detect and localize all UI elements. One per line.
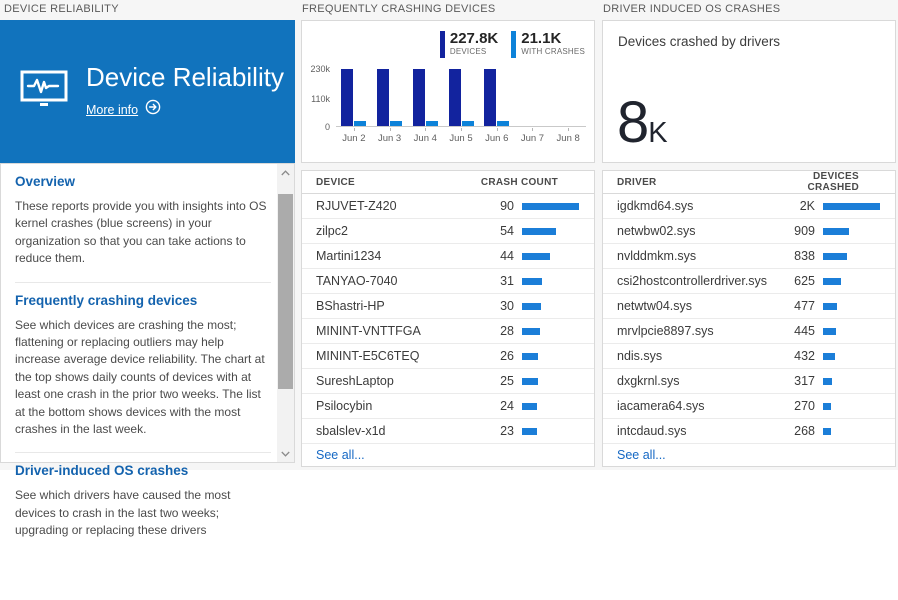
tile-title: Device Reliability: [86, 61, 284, 92]
crashing-devices-table: [301, 170, 595, 467]
row-bar-track: [522, 253, 584, 260]
legend-with-crashes-marker: [511, 31, 516, 58]
row-bar-track: [522, 203, 584, 210]
row-value: 909: [794, 224, 815, 238]
row-label: iacamera64.sys: [617, 399, 705, 413]
row-label: Psilocybin: [316, 399, 373, 413]
see-all-row: [302, 444, 594, 466]
x-tick-label: Jun 6: [479, 128, 515, 144]
section-heading: Driver-induced OS crashes: [15, 463, 189, 479]
row-bar-track: [522, 378, 584, 385]
row-label: dxgkrnl.sys: [617, 374, 680, 388]
table-row[interactable]: [302, 194, 594, 219]
table-row[interactable]: [302, 344, 594, 369]
chart-y-axis: [308, 64, 332, 132]
row-value-bar: [522, 353, 538, 360]
row-value: 838: [794, 249, 815, 263]
table-row[interactable]: [603, 244, 895, 269]
stat-devices-value: 227.8K: [449, 30, 499, 47]
row-label: intcdaud.sys: [617, 424, 687, 438]
row-label: MININT-VNTTFGA: [316, 324, 421, 338]
chart-plot-area: [336, 69, 586, 127]
column-header-driver-crashes: DRIVER INDUCED OS CRASHES: [603, 3, 781, 15]
legend-devices-marker: [440, 31, 445, 58]
row-label: RJUVET-Z420: [316, 199, 397, 213]
row-value: 477: [794, 299, 815, 313]
row-value-bar: [522, 203, 579, 210]
row-label: zilpc2: [316, 224, 348, 238]
row-value-bar: [823, 378, 832, 385]
bar-group-jun-7: [515, 69, 551, 126]
section-heading: Frequently crashing devices: [15, 292, 198, 308]
table-row[interactable]: [603, 269, 895, 294]
table-row[interactable]: [302, 294, 594, 319]
bar-group-jun-8: [550, 69, 586, 126]
row-bar-track: [522, 428, 584, 435]
row-label: sbalslev-x1d: [316, 424, 386, 438]
row-value: 26: [500, 349, 514, 363]
section-body: See which devices are crashing the most; flattening or replacing outliers may help increase average device reliability. The chart at the top shows daily counts of devices with at least one crash in the prior two weeks. The list at the bottom shows devices with the most crashes in the last week.: [15, 317, 265, 436]
table-row[interactable]: [302, 319, 594, 344]
row-value-bar: [522, 378, 538, 385]
y-tick-label: 230k: [310, 64, 330, 74]
arrow-circle-icon[interactable]: [145, 99, 161, 120]
see-all-devices-link[interactable]: See all...: [316, 448, 365, 462]
chart-legend: [440, 31, 585, 58]
table-row[interactable]: [302, 419, 594, 444]
row-value-bar: [522, 278, 542, 285]
row-value-bar: [823, 278, 841, 285]
row-value: 268: [794, 424, 815, 438]
table-row[interactable]: [302, 369, 594, 394]
row-bar-track: [823, 403, 885, 410]
section-overview: [15, 164, 271, 283]
row-value: 90: [500, 199, 514, 213]
stat-with-crashes-value: 21.1K: [521, 30, 562, 47]
row-value: 25: [500, 374, 514, 388]
row-bar-track: [823, 378, 885, 385]
section-body: See which drivers have caused the most devices to crash in the last two weeks; upgrading or replacing these drivers: [15, 488, 231, 538]
row-value-bar: [823, 353, 835, 360]
column-header-device: DEVICE: [316, 176, 356, 188]
devices-crashed-summary-card: [602, 20, 896, 163]
summary-label: Devices crashed by drivers: [618, 34, 781, 49]
row-label: TANYAO-7040: [316, 274, 398, 288]
row-bar-track: [823, 328, 885, 335]
scroll-down-icon[interactable]: [277, 445, 294, 462]
row-label: Martini1234: [316, 249, 382, 263]
row-label: igdkmd64.sys: [617, 199, 694, 213]
row-value: 445: [794, 324, 815, 338]
row-bar-track: [522, 303, 584, 310]
table-row[interactable]: [603, 394, 895, 419]
row-bar-track: [823, 353, 885, 360]
row-label: netwtw04.sys: [617, 299, 693, 313]
reliability-info-panel: [0, 163, 295, 538]
x-tick-label: Jun 5: [443, 128, 479, 144]
row-bar-track: [522, 228, 584, 235]
row-value-bar: [522, 403, 537, 410]
row-bar-track: [823, 253, 885, 260]
row-value: 31: [500, 274, 514, 288]
row-label: mrvlpcie8897.sys: [617, 324, 714, 338]
row-bar-track: [522, 328, 584, 335]
legend-devices: [440, 31, 498, 58]
table-row[interactable]: [603, 319, 895, 344]
section-body: These reports provide you with insights into OS kernel crashes (blue screens) in your organization so that you can take actions to reduce them.: [15, 199, 267, 266]
vertical-scrollbar[interactable]: [277, 164, 294, 462]
row-value: 24: [500, 399, 514, 413]
see-all-row: [603, 444, 895, 466]
table-row[interactable]: [603, 294, 895, 319]
x-tick-label: Jun 2: [336, 128, 372, 144]
table-row[interactable]: [302, 219, 594, 244]
device-reliability-tile[interactable]: [0, 20, 295, 163]
y-tick-label: 110k: [311, 94, 330, 105]
crash-trend-chart-card: [301, 20, 595, 163]
section-heading: Overview: [15, 174, 76, 189]
row-value: 23: [500, 424, 514, 438]
row-value: 54: [500, 224, 514, 238]
table-row[interactable]: [603, 219, 895, 244]
crashing-drivers-table: [602, 170, 896, 467]
chart-bar: [341, 69, 353, 126]
row-label: nvlddmkm.sys: [617, 249, 697, 263]
chart-bar: [413, 69, 425, 126]
chart-bar: [449, 69, 461, 126]
more-info-link[interactable]: More info: [86, 102, 139, 117]
chart-bar: [462, 121, 474, 126]
row-bar-track: [823, 278, 885, 285]
row-value-bar: [823, 303, 837, 310]
x-tick-label: Jun 3: [372, 128, 408, 144]
row-value: 432: [794, 349, 815, 363]
row-bar-track: [522, 403, 584, 410]
row-label: netwbw02.sys: [617, 224, 696, 238]
info-panel-content: [1, 164, 277, 538]
bar-group-jun-3: [372, 69, 408, 126]
row-value: 317: [794, 374, 815, 388]
scrollbar-thumb[interactable]: [278, 194, 293, 389]
row-bar-track: [823, 203, 885, 210]
scroll-up-icon[interactable]: [277, 164, 294, 181]
row-label: ndis.sys: [617, 349, 663, 363]
x-tick-label: Jun 8: [550, 128, 586, 144]
table-header-row: [302, 171, 594, 194]
legend-with-crashes: [511, 31, 585, 58]
row-value: 270: [794, 399, 815, 413]
bar-group-jun-4: [407, 69, 443, 126]
row-label: MININT-E5C6TEQ: [316, 349, 420, 363]
column-header-driver: DRIVER: [617, 176, 657, 188]
column-device-reliability: [0, 0, 295, 538]
column-header-frequently-crashing: FREQUENTLY CRASHING DEVICES: [302, 3, 496, 15]
chart-x-axis: [336, 128, 586, 144]
row-value-bar: [522, 328, 540, 335]
chart-bar: [390, 121, 402, 126]
row-label: SureshLaptop: [316, 374, 394, 388]
see-all-drivers-link[interactable]: See all...: [617, 448, 666, 462]
column-header-devices-crashed: DEVICES CRASHED: [807, 171, 859, 193]
row-value-bar: [823, 253, 847, 260]
row-value-bar: [823, 203, 880, 210]
row-value-bar: [522, 303, 541, 310]
row-value-bar: [823, 403, 831, 410]
bar-group-jun-6: [479, 69, 515, 126]
row-bar-track: [823, 228, 885, 235]
row-value-bar: [823, 328, 836, 335]
column-frequently-crashing: [301, 0, 595, 470]
chart-bar: [377, 69, 389, 126]
table-row[interactable]: [302, 244, 594, 269]
stat-devices-label: DEVICES: [449, 46, 487, 56]
row-value: 2K: [799, 199, 815, 213]
table-row[interactable]: [302, 394, 594, 419]
table-row[interactable]: [603, 369, 895, 394]
row-bar-track: [823, 428, 885, 435]
table-body: [302, 194, 594, 444]
row-value: 30: [500, 299, 514, 313]
count-value: 8: [617, 90, 649, 155]
bar-group-jun-5: [443, 69, 479, 126]
table-body: [603, 194, 895, 444]
count-suffix: K: [648, 117, 668, 149]
y-tick-label: 0: [324, 122, 330, 132]
section-driver-induced: [15, 453, 271, 553]
row-value: 625: [794, 274, 815, 288]
row-value-bar: [823, 228, 849, 235]
devices-crashed-count: [617, 89, 668, 156]
row-label: BShastri-HP: [316, 299, 385, 313]
column-header-device-reliability: DEVICE RELIABILITY: [4, 3, 119, 15]
x-tick-label: Jun 4: [407, 128, 443, 144]
row-value-bar: [522, 253, 550, 260]
row-bar-track: [823, 303, 885, 310]
stat-with-crashes-label: WITH CRASHES: [521, 46, 585, 56]
chart-bar: [354, 121, 366, 126]
chart-bar: [484, 69, 496, 126]
chart-bar: [497, 121, 509, 126]
row-value: 28: [500, 324, 514, 338]
table-row[interactable]: [603, 419, 895, 444]
section-frequently-crashing: [15, 283, 271, 454]
column-driver-crashes: [602, 0, 896, 470]
row-value-bar: [522, 428, 537, 435]
table-row[interactable]: [603, 194, 895, 219]
row-value: 44: [500, 249, 514, 263]
chart-bar: [426, 121, 438, 126]
row-value-bar: [823, 428, 831, 435]
table-header-row: [603, 171, 895, 194]
table-row[interactable]: [302, 269, 594, 294]
row-bar-track: [522, 278, 584, 285]
column-header-crash-count: CRASH COUNT: [480, 176, 558, 188]
x-tick-label: Jun 7: [515, 128, 551, 144]
row-bar-track: [522, 353, 584, 360]
row-label: csi2hostcontrollerdriver.sys: [617, 274, 768, 288]
row-value-bar: [522, 228, 556, 235]
table-row[interactable]: [603, 344, 895, 369]
tile-body: [86, 63, 284, 121]
monitor-pulse-icon: [20, 70, 68, 113]
bar-group-jun-2: [336, 69, 372, 126]
